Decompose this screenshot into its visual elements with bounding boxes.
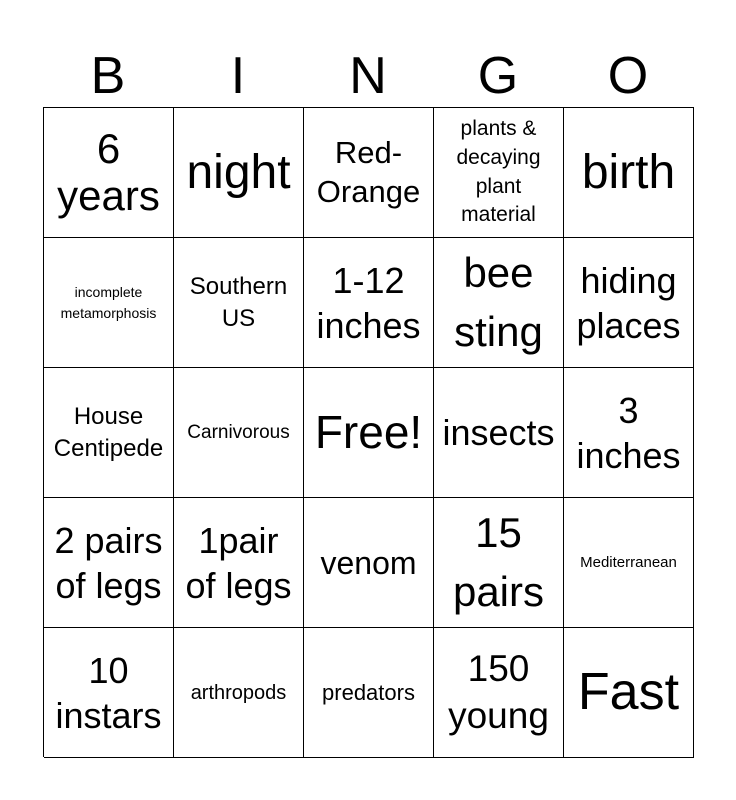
bingo-cell[interactable] — [44, 628, 174, 758]
cell-text: Carnivorous — [187, 421, 290, 443]
cell-text: venom — [320, 544, 417, 581]
header-letter-o: O — [607, 47, 649, 105]
bingo-cell[interactable] — [304, 238, 434, 368]
cell-text: Fast — [577, 663, 680, 722]
bingo-cell[interactable] — [304, 108, 434, 238]
bingo-cell[interactable] — [44, 238, 174, 368]
cell-text: predators — [322, 680, 415, 705]
bingo-cell[interactable] — [304, 498, 434, 628]
bingo-cell[interactable] — [44, 108, 174, 238]
bingo-cell[interactable] — [564, 628, 694, 758]
cell-text: 2 pairs of legs — [54, 519, 163, 606]
bingo-cell[interactable] — [174, 238, 304, 368]
cell-text: 1pair of legs — [185, 519, 292, 606]
cell-text: Red-Orange — [316, 134, 421, 209]
cell-text: birth — [581, 145, 676, 199]
bingo-cell[interactable] — [44, 498, 174, 628]
bingo-cell[interactable] — [174, 498, 304, 628]
cell-text: hiding places — [576, 259, 681, 346]
cell-text: 150 young — [448, 648, 549, 736]
bingo-cell[interactable] — [44, 368, 174, 498]
bingo-cell[interactable] — [434, 628, 564, 758]
cell-text: bee sting — [454, 248, 543, 355]
bingo-cell[interactable] — [434, 238, 564, 368]
free-space-text: Free! — [314, 406, 423, 459]
cell-text: 10 instars — [55, 649, 162, 736]
bingo-cell[interactable] — [304, 628, 434, 758]
bingo-cell[interactable] — [564, 368, 694, 498]
header-letter-n: N — [349, 47, 387, 105]
cell-text: arthropods — [190, 681, 287, 704]
bingo-cell[interactable] — [174, 628, 304, 758]
bingo-board — [43, 107, 694, 757]
free-space[interactable] — [304, 368, 434, 498]
cell-text: 6 years — [57, 125, 160, 219]
cell-text: 1-12 inches — [316, 259, 421, 346]
cell-text: night — [186, 145, 291, 199]
cell-text: 3 inches — [576, 389, 681, 476]
bingo-cell[interactable] — [434, 108, 564, 238]
cell-text: Mediterranean — [580, 554, 677, 571]
cell-text: Southern US — [189, 273, 288, 332]
bingo-cell[interactable] — [434, 368, 564, 498]
bingo-cell[interactable] — [434, 498, 564, 628]
header-letter-g: G — [477, 47, 519, 105]
bingo-header — [43, 44, 693, 108]
cell-text: House Centipede — [53, 403, 164, 462]
cell-text: 15 pairs — [452, 508, 545, 615]
bingo-cell[interactable] — [174, 368, 304, 498]
cell-text: insects — [442, 412, 555, 453]
bingo-cell[interactable] — [174, 108, 304, 238]
bingo-cell[interactable] — [564, 498, 694, 628]
header-letter-i: I — [230, 47, 246, 105]
cell-text: incomplete metamorphosis — [60, 284, 157, 321]
header-letter-b: B — [90, 47, 126, 105]
bingo-cell[interactable] — [564, 238, 694, 368]
cell-text: plants & decaying plant material — [456, 116, 541, 227]
bingo-cell[interactable] — [564, 108, 694, 238]
